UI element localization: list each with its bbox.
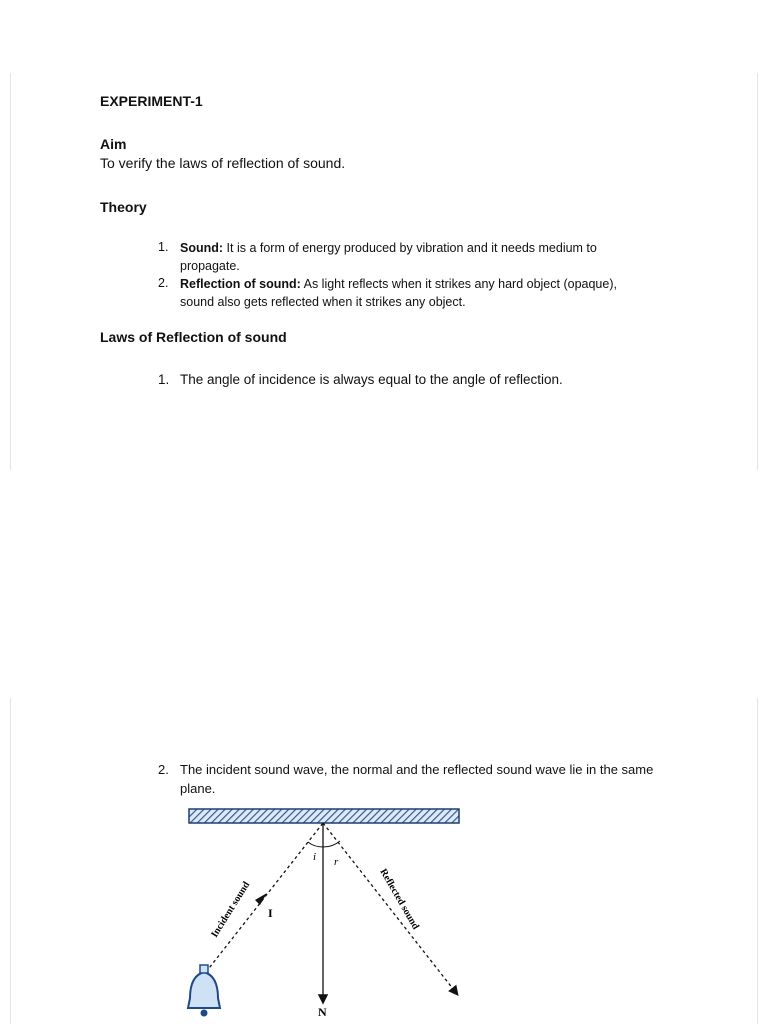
page-edge bbox=[757, 698, 758, 1024]
aim-heading: Aim bbox=[100, 136, 127, 152]
theory-text: propagate. bbox=[180, 259, 240, 273]
incident-ray bbox=[206, 823, 323, 972]
angle-i-label: i bbox=[313, 851, 317, 863]
experiment-title: EXPERIMENT-1 bbox=[100, 93, 203, 109]
document-page-2 bbox=[0, 698, 768, 1024]
reflected-sound-label: Reflected sound bbox=[377, 867, 421, 932]
incident-sound-label: Incident sound bbox=[209, 879, 253, 940]
theory-term: Reflection of sound: bbox=[180, 277, 301, 291]
angle-i-arc bbox=[308, 842, 323, 847]
theory-term: Sound: bbox=[180, 241, 224, 255]
aim-text: To verify the laws of reflection of sound. bbox=[100, 155, 346, 171]
document-page-1 bbox=[0, 73, 768, 470]
page-edge bbox=[10, 698, 11, 1024]
reflected-ray bbox=[323, 823, 457, 994]
incident-ray-arrowhead bbox=[255, 893, 267, 905]
incident-marker-label: I bbox=[268, 906, 273, 920]
bell-icon bbox=[188, 965, 220, 1017]
theory-heading: Theory bbox=[100, 199, 147, 215]
theory-text: As light reflects when it strikes any hard object (opaque), bbox=[300, 277, 617, 291]
normal-label: N bbox=[318, 1005, 327, 1019]
list-number: 1. bbox=[158, 372, 170, 387]
reflecting-surface bbox=[189, 809, 459, 823]
angle-r-arc bbox=[323, 841, 340, 847]
theory-text: sound also gets reflected when it strikes any object. bbox=[180, 295, 466, 309]
list-number: 1. bbox=[158, 240, 169, 254]
list-number: 2. bbox=[158, 276, 169, 290]
page-edge bbox=[757, 73, 758, 470]
laws-heading: Laws of Reflection of sound bbox=[100, 329, 287, 345]
angle-r-label: r bbox=[334, 856, 339, 868]
reflection-diagram bbox=[180, 804, 470, 1024]
theory-text: It is a form of energy produced by vibration and it needs medium to bbox=[223, 241, 597, 255]
law-text: The incident sound wave, the normal and the reflected sound wave lie in the same bbox=[180, 762, 654, 777]
page-edge bbox=[10, 73, 11, 470]
list-number: 2. bbox=[158, 762, 169, 777]
law-text: The angle of incidence is always equal to the angle of reflection. bbox=[180, 372, 563, 387]
law-text: plane. bbox=[180, 781, 216, 796]
